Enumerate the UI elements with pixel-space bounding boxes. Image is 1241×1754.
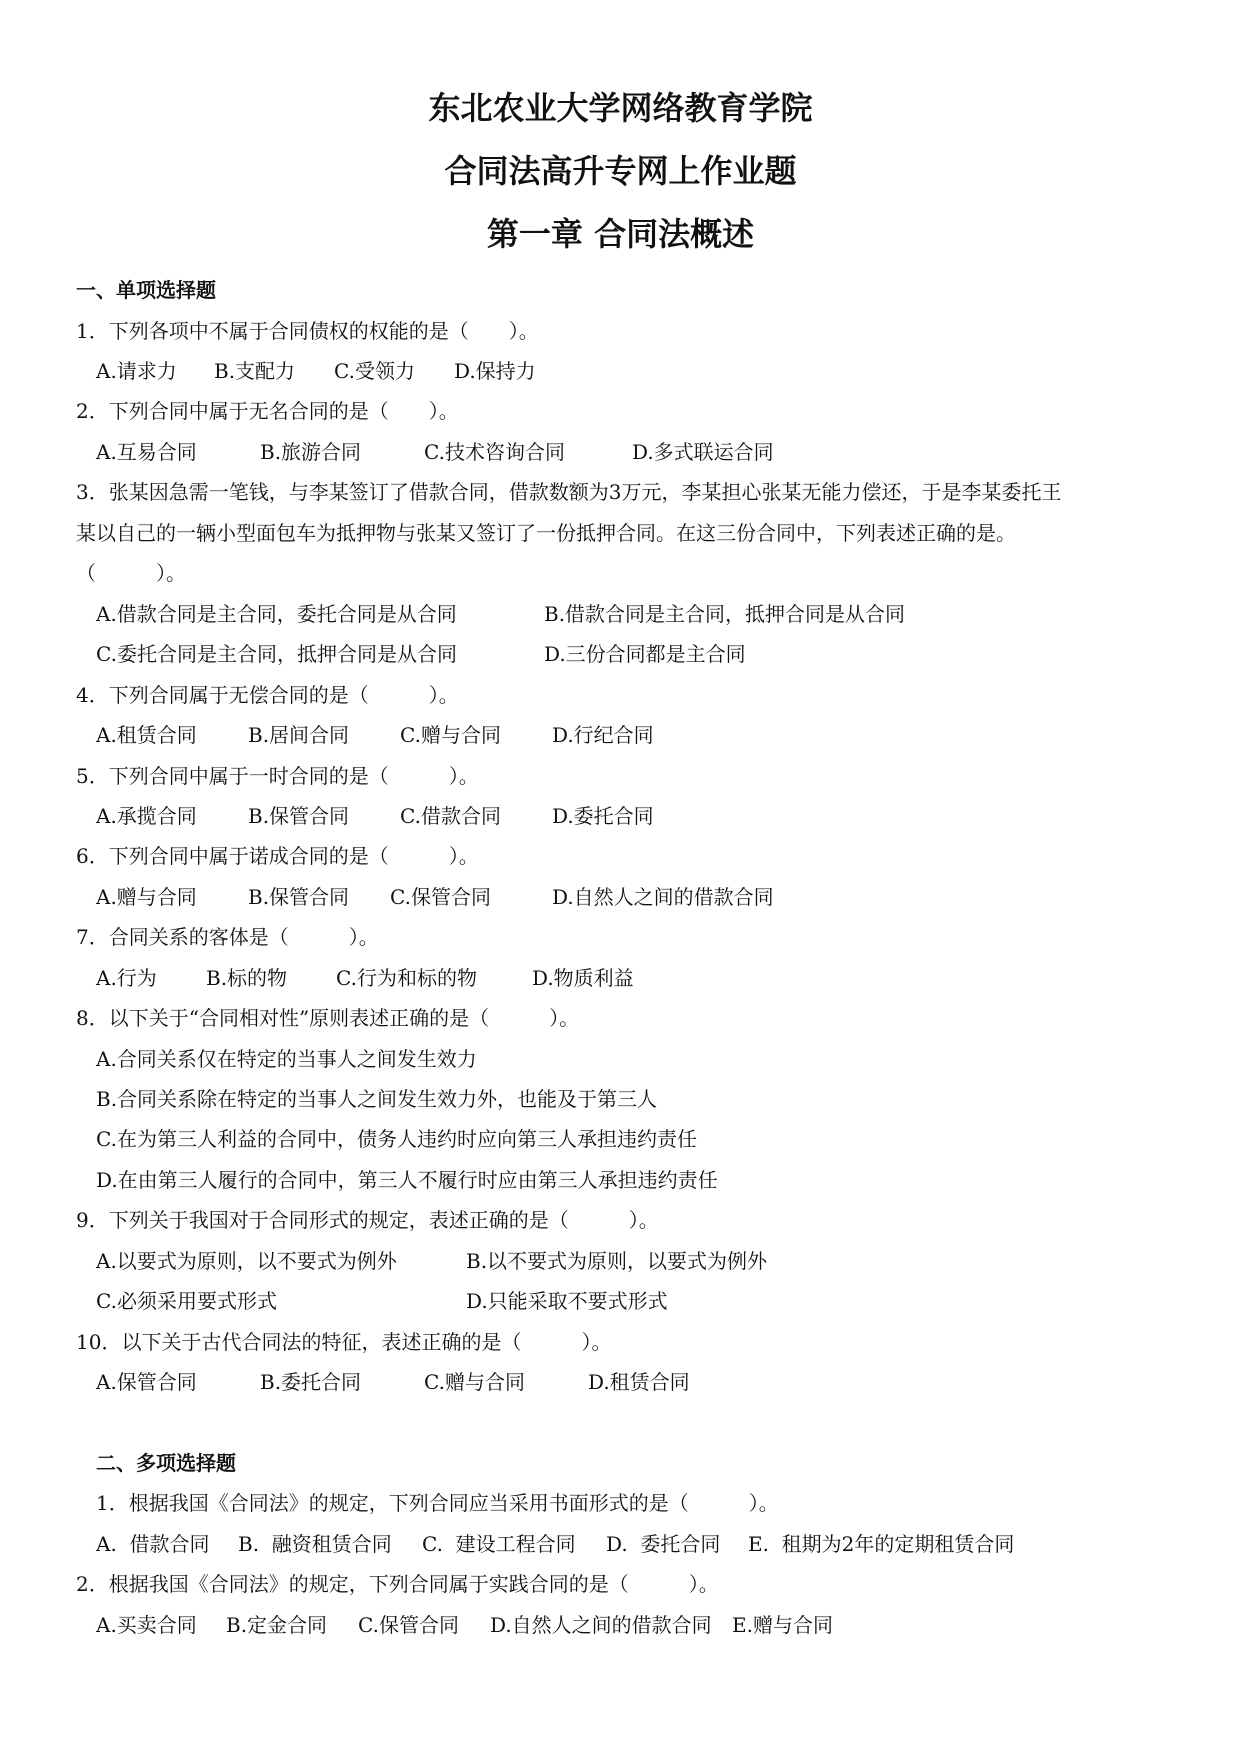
option-b: B.支配力 [214,359,296,383]
option-b: B.借款合同是主合同，抵押合同是从合同 [544,602,906,626]
option-d: D.行纪合同 [552,723,654,747]
question-options [96,1248,767,1274]
question-options [96,1531,1014,1557]
option-a: A. 借款合同 [96,1532,210,1556]
option-c: C.受领力 [334,359,415,383]
option-c: C.保管合同 [390,885,491,909]
option-c: C.委托合同是主合同，抵押合同是从合同 [96,642,457,666]
question-stem: 3．张某因急需一笔钱，与李某签订了借款合同，借款数额为3万元，李某担心张某无能力偿还，于是李某委托王 [76,480,1062,504]
question-options [96,358,536,384]
option-b: B. 融资租赁合同 [238,1532,392,1556]
question-stem: 10．以下关于古代合同法的特征，表述正确的是（ ）。 [76,1330,612,1354]
option-e: E. 租期为2年的定期租赁合同 [748,1532,1015,1556]
question-stem-continued: 某以自己的一辆小型面包车为抵押物与张某又签订了一份抵押合同。在这三份合同中，下列表述正确的是。 [76,521,1016,545]
question-stem: 5．下列合同中属于一时合同的是（ ）。 [76,764,479,788]
option-b: B.定金合同 [226,1613,328,1637]
option-a: A.请求力 [96,359,177,383]
school-title: 东北农业大学网络教育学院 [428,89,813,127]
question-stem: 7．合同关系的客体是（ ）。 [76,925,379,949]
section-multiple-choice-title: 二、多项选择题 [96,1451,236,1475]
option-b: B.合同关系除在特定的当事人之间发生效力外，也能及于第三人 [96,1087,658,1111]
option-a: A.合同关系仅在特定的当事人之间发生效力 [96,1047,477,1071]
option-d: D.自然人之间的借款合同 [552,885,774,909]
option-c: C.必须采用要式形式 [96,1289,277,1313]
option-a: A.承揽合同 [96,804,197,828]
option-b: B.委托合同 [260,1370,362,1394]
option-d: D.只能采取不要式形式 [466,1289,668,1313]
option-d: D.物质利益 [532,966,634,990]
question-stem: 1．根据我国《合同法》的规定，下列合同应当采用书面形式的是（ ）。 [96,1491,779,1515]
option-b: B.标的物 [206,966,288,990]
question-stem: 2．下列合同中属于无名合同的是（ ）。 [76,399,459,423]
option-a: A.保管合同 [96,1370,197,1394]
chapter-title: 第一章 合同法概述 [486,215,755,253]
option-b: B.居间合同 [248,723,350,747]
question-stem: 8．以下关于“合同相对性”原则表述正确的是（ ）。 [76,1006,580,1030]
course-title: 合同法高升专网上作业题 [444,152,797,190]
option-d: D.三份合同都是主合同 [544,642,746,666]
option-d: D.自然人之间的借款合同 [490,1613,712,1637]
question-stem: 2．根据我国《合同法》的规定，下列合同属于实践合同的是（ ）。 [76,1572,719,1596]
option-b: B.旅游合同 [260,440,362,464]
option-c: C. 建设工程合同 [422,1532,576,1556]
option-d: D.租赁合同 [588,1370,690,1394]
option-a: A.借款合同是主合同，委托合同是从合同 [96,602,457,626]
option-d: D.委托合同 [552,804,654,828]
option-d: D.保持力 [454,359,536,383]
option-b: B.保管合同 [248,804,350,828]
question-options [96,1612,833,1638]
question-options [96,1369,690,1395]
question-options [96,601,905,627]
option-d: D.多式联运合同 [632,440,774,464]
question-options [96,1288,668,1314]
question-options [96,803,654,829]
option-c: C.行为和标的物 [336,966,477,990]
question-stem: 4．下列合同属于无偿合同的是（ ）。 [76,683,459,707]
option-b: B.以不要式为原则，以要式为例外 [466,1249,768,1273]
question-stem: 1．下列各项中不属于合同债权的权能的是（ ）。 [76,319,539,343]
question-options [96,722,654,748]
question-stem: 6．下列合同中属于诺成合同的是（ ）。 [76,844,479,868]
option-c: C.技术咨询合同 [424,440,565,464]
option-c: C.保管合同 [358,1613,459,1637]
option-d: D. 委托合同 [606,1532,721,1556]
option-e: E.赠与合同 [732,1613,833,1637]
option-d: D.在由第三人履行的合同中，第三人不履行时应由第三人承担违约责任 [96,1168,718,1192]
option-a: A.以要式为原则，以不要式为例外 [96,1249,397,1273]
option-a: A.买卖合同 [96,1613,197,1637]
option-a: A.赠与合同 [96,885,197,909]
option-b: B.保管合同 [248,885,350,909]
option-a: A.互易合同 [96,440,197,464]
question-options [96,884,774,910]
option-c: C.赠与合同 [424,1370,525,1394]
question-options [96,439,774,465]
question-stem: 9．下列关于我国对于合同形式的规定，表述正确的是（ ）。 [76,1208,659,1232]
question-stem-continued: （ ）。 [76,561,186,585]
option-c: C.在为第三人利益的合同中，债务人违约时应向第三人承担违约责任 [96,1127,697,1151]
option-c: C.赠与合同 [400,723,501,747]
question-options [96,965,634,991]
option-a: A.行为 [96,966,157,990]
section-single-choice-title: 一、单项选择题 [76,278,216,302]
option-a: A.租赁合同 [96,723,197,747]
option-c: C.借款合同 [400,804,501,828]
question-options [96,641,746,667]
